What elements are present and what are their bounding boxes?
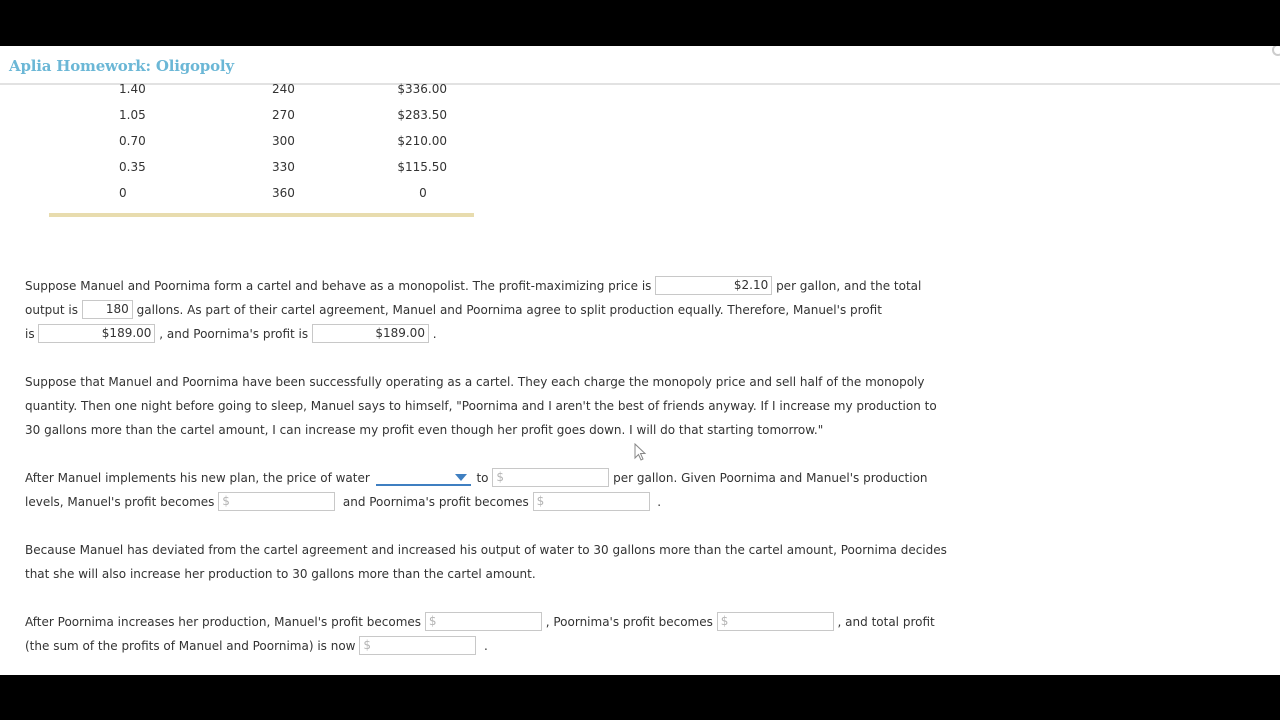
quantity-cell: 270 xyxy=(272,108,295,122)
question-text: Suppose Manuel and Poornima form a cartel and behave as a monopolist. The profit-maximizing price is xyxy=(25,279,652,293)
manuel-profit-answer[interactable]: $189.00 xyxy=(38,324,155,343)
question-text: gallons. As part of their cartel agreement, Manuel and Poornima agree to split production equally. Therefore, Manuel's profit xyxy=(136,303,882,317)
page-title: Aplia Homework: Oligopoly xyxy=(9,57,234,75)
price-cell: 0 xyxy=(119,186,127,200)
question-text: levels, Manuel's profit becomes xyxy=(25,495,215,509)
question-text: per gallon, and the total xyxy=(776,279,922,293)
table-row xyxy=(49,134,474,160)
question-text: . xyxy=(432,327,437,341)
monopoly-price-answer[interactable]: $2.10 xyxy=(655,276,772,295)
table-bottom-rule xyxy=(49,213,474,217)
price-cell: 0.35 xyxy=(119,160,146,174)
total-output-answer[interactable]: 180 xyxy=(82,300,133,319)
table-row xyxy=(49,82,474,108)
loading-spinner-icon xyxy=(1272,46,1280,56)
question-text: . xyxy=(483,639,488,653)
revenue-cell: $115.50 xyxy=(397,160,447,174)
question-text: After Manuel implements his new plan, the price of water xyxy=(25,471,370,485)
question-text: , and total profit xyxy=(837,615,935,629)
revenue-cell: 0 xyxy=(419,186,427,200)
question-text: is xyxy=(25,327,35,341)
price-cell: 1.40 xyxy=(119,82,146,96)
chevron-down-icon xyxy=(455,474,467,481)
new-price-input[interactable]: $ xyxy=(492,468,609,487)
question-text: , Poornima's profit becomes xyxy=(545,615,713,629)
bottom-black-bar xyxy=(0,675,1280,720)
question-text: After Poornima increases her production, Manuel's profit becomes xyxy=(25,615,422,629)
revenue-cell: $210.00 xyxy=(397,134,447,148)
poornima-profit-answer[interactable]: $189.00 xyxy=(312,324,429,343)
quantity-cell: 240 xyxy=(272,82,295,96)
question-text: per gallon. Given Poornima and Manuel's production xyxy=(613,471,928,485)
manuel-profit-input[interactable]: $ xyxy=(218,492,335,511)
question-text: , and Poornima's profit is xyxy=(159,327,309,341)
table-row xyxy=(49,160,474,186)
question-text: and Poornima's profit becomes xyxy=(342,495,529,509)
poornima-profit-after-input[interactable]: $ xyxy=(717,612,834,631)
manuel-profit-after-input[interactable]: $ xyxy=(425,612,542,631)
page-header xyxy=(0,46,1280,85)
question-both-deviate xyxy=(25,610,955,658)
revenue-cell: $283.50 xyxy=(397,108,447,122)
table-row xyxy=(49,186,474,212)
total-profit-input[interactable]: $ xyxy=(359,636,476,655)
question-cartel xyxy=(25,274,955,346)
revenue-cell: $336.00 xyxy=(397,82,447,96)
scenario-text: Suppose that Manuel and Poornima have been successfully operating as a cartel. They each charge the monopoly price and sell half of the monopoly quantity. Then one night before going to sleep, Manuel says to himself, "Poornima and I aren't the best of friends anyway. If I increase my production to 30 gallons more than the cartel amount, I can increase my profit even though her profit goes down. I will do that starting tomorrow." xyxy=(25,375,937,437)
price-cell: 1.05 xyxy=(119,108,146,122)
question-text: output is xyxy=(25,303,78,317)
question-text: (the sum of the profits of Manuel and Poornima) is now xyxy=(25,639,356,653)
poornima-profit-input[interactable]: $ xyxy=(533,492,650,511)
scenario-text: Because Manuel has deviated from the cartel agreement and increased his output of water to 30 gallons more than the cartel amount, Poornima decides that she will also increase her production to 30 gallons more than the cartel amount. xyxy=(25,543,947,581)
quantity-cell: 300 xyxy=(272,134,295,148)
mouse-cursor-icon xyxy=(634,443,648,463)
demand-table xyxy=(49,82,474,212)
price-cell: 0.70 xyxy=(119,134,146,148)
scenario-deviation xyxy=(25,370,955,442)
price-change-dropdown[interactable] xyxy=(376,468,471,486)
quantity-cell: 330 xyxy=(272,160,295,174)
question-manuel-deviates xyxy=(25,466,955,514)
question-text: to xyxy=(476,471,489,485)
question-text: . xyxy=(657,495,662,509)
quantity-cell: 360 xyxy=(272,186,295,200)
homework-page xyxy=(0,46,1280,675)
top-black-bar xyxy=(0,0,1280,46)
scenario-retaliation xyxy=(25,538,955,586)
table-row xyxy=(49,108,474,134)
